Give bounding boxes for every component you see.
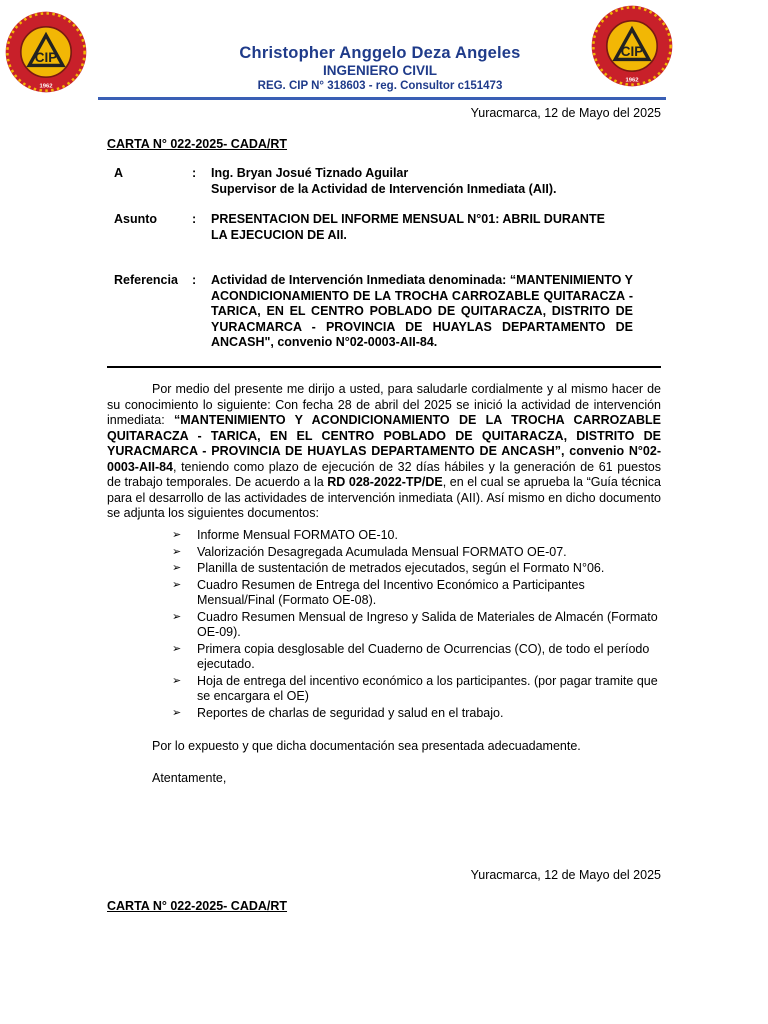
list-item-text: Planilla de sustentación de metrados ejecutados, según el Formato N°06. — [197, 561, 605, 575]
reference-value: Actividad de Intervención Inmediata denominada: “MANTENIMIENTO Y ACONDICIONAMIENTO DE LA TROCHA CARROZABLE QUITARACZA - TARICA, EN EL CENTRO POBLADO DE QUITARACZA, DISTRITO DE YURACMARCA - PROVINCIA DE HUAYLAS DEPARTAMENTO DE ANCASH", convenio N°02-0003-AII-84. — [211, 273, 633, 349]
letter-number-repeat: CARTA N° 022-2025- CADA/RT — [107, 899, 288, 913]
to-label: A — [114, 166, 124, 180]
list-item-text: Reportes de charlas de seguridad y salud en el trabajo. — [197, 705, 504, 720]
cip-logo-left — [4, 10, 88, 94]
arrow-bullet-icon: ➢ — [172, 529, 182, 541]
reference-colon: : — [192, 273, 197, 287]
list-item-text: Primera copia desglosable del Cuaderno de Ocurrencias (CO), de todo el período ejecutado. — [197, 641, 650, 671]
list-item — [172, 610, 662, 641]
to-colon: : — [192, 166, 197, 180]
to-value — [211, 166, 633, 197]
list-item-text: Informe Mensual FORMATO OE-10. — [197, 528, 398, 542]
recipient-role: Supervisor de la Actividad de Intervención Inmediata (AII). — [211, 181, 557, 196]
letter-date-repeat: Yuracmarca, 12 de Mayo del 2025 — [470, 868, 661, 882]
documents-list — [172, 528, 662, 722]
list-item — [172, 674, 662, 705]
arrow-bullet-icon: ➢ — [172, 642, 182, 655]
body-text-2: , teniendo como plazo de ejecución de 32 días hábiles y la generación de 61 puestos de trabajo temporales. De acuerdo a la — [107, 459, 661, 489]
body-paragraph — [107, 382, 661, 522]
arrow-bullet-icon: ➢ — [172, 706, 182, 719]
arrow-bullet-icon: ➢ — [172, 562, 182, 574]
subject-colon: : — [192, 212, 197, 226]
list-item — [172, 578, 662, 609]
logo-letters: CIP — [34, 50, 58, 66]
list-item-text: Cuadro Resumen de Entrega del Incentivo Económico a Participantes Mensual/Final (Formato OE-08). — [197, 577, 585, 607]
list-item-text: Hoja de entrega del incentivo económico a los participantes. (por pagar tramite que se encargara el OE) — [197, 673, 658, 703]
reference-label: Referencia — [114, 273, 178, 287]
address-separator — [107, 366, 661, 368]
recipient-name: Ing. Bryan Josué Tiznado Aguilar — [211, 166, 409, 180]
arrow-bullet-icon: ➢ — [172, 610, 182, 623]
arrow-bullet-icon: ➢ — [172, 578, 182, 591]
list-item — [172, 706, 662, 722]
list-item-text: Valorización Desagregada Acumulada Mensual FORMATO OE-07. — [197, 544, 567, 559]
body-project-name: “MANTENIMIENTO Y ACONDICIONAMIENTO DE LA TROCHA CARROZABLE QUITARACZA - TARICA, EN EL CENTRO POBLADO DE QUITARACZA, DISTRITO DE YURACMARCA - PROVINCIA DE HUAYLAS DEPARTAMENTO DE ANCASH”, convenio N°02-0003-AII-84 — [107, 413, 661, 474]
engineer-registration: REG. CIP N° 318603 - reg. Consultor c151473 — [257, 80, 503, 92]
closing-sentence: Por lo expuesto y que dicha documentación sea presentada adecuadamente. — [152, 739, 581, 753]
letter-date: Yuracmarca, 12 de Mayo del 2025 — [470, 106, 661, 120]
list-item-text: Cuadro Resumen Mensual de Ingreso y Salida de Materiales de Almacén (Formato OE-09). — [197, 609, 658, 639]
arrow-bullet-icon: ➢ — [172, 674, 182, 687]
header-divider — [98, 97, 666, 100]
body-resolution: RD 028-2022-TP/DE — [327, 475, 443, 489]
logo-year: 1962 — [39, 83, 53, 90]
logo-letters: CIP — [620, 44, 644, 60]
subject-value: PRESENTACION DEL INFORME MENSUAL N°01: ABRIL DURANTE LA EJECUCION DE AII. — [211, 212, 605, 242]
letter-number: CARTA N° 022-2025- CADA/RT — [107, 137, 288, 151]
logo-year: 1962 — [625, 77, 639, 84]
engineer-name: Christopher Anggelo Deza Angeles — [239, 44, 521, 62]
list-item — [172, 528, 662, 544]
signoff: Atentamente, — [152, 771, 227, 785]
arrow-bullet-icon: ➢ — [172, 545, 182, 558]
subject-label: Asunto — [114, 212, 158, 226]
list-item — [172, 561, 662, 577]
body-text-3: , en el cual se aprueba la “Guía técnica para el desarrollo de las actividades de intervención inmediata (AII). Así mismo en dicho documento se adjunta los siguientes documentos: — [107, 475, 662, 520]
list-item — [172, 545, 662, 561]
body-text-1: Por medio del presente me dirijo a usted, para saludarle cordialmente y al mismo hacer de su conocimiento lo siguiente: Con fecha 28 de abril del 2025 se inició la actividad de intervención inmediata: — [107, 382, 661, 427]
engineer-title: INGENIERO CIVIL — [322, 63, 437, 78]
list-item — [172, 642, 662, 673]
